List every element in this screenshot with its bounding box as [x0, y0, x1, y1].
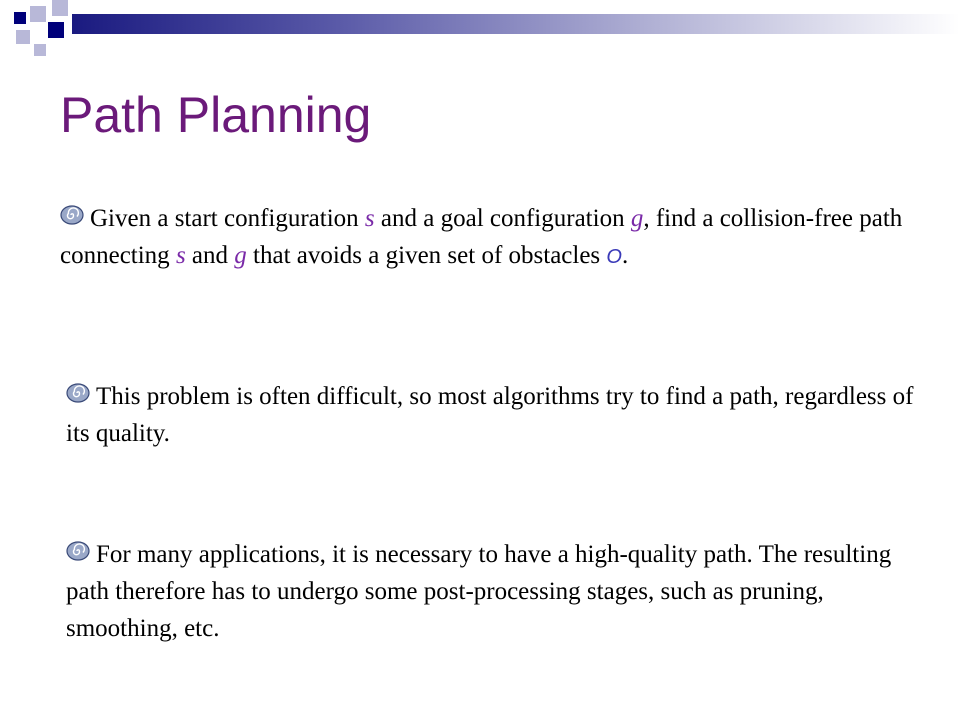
bullet-text: , find a collision-free path connecting — [60, 205, 903, 269]
swirl-bullet-icon — [66, 541, 90, 561]
variable-g: g — [630, 205, 644, 232]
variable-o: O — [606, 246, 622, 268]
bullet-text: For many applications, it is necessary to have a high-quality path. The resulting path therefore has to undergo some post-processing stages, such as pruning, smoothing, etc. — [66, 541, 892, 642]
variable-g: g — [234, 242, 247, 269]
corner-square-light — [52, 0, 68, 16]
corner-square-light — [30, 6, 46, 22]
slide-title: Path Planning — [60, 87, 372, 143]
bullet-text: and — [185, 242, 235, 269]
variable-s: s — [364, 205, 375, 232]
bullet-text: and a goal configuration — [374, 205, 631, 232]
bullet-item — [66, 536, 926, 647]
bullet-text: This problem is often difficult, so most algorithms try to find a path, regardless of its quality. — [66, 383, 914, 447]
corner-square-navy — [14, 12, 26, 24]
corner-square-light — [16, 30, 30, 44]
swirl-bullet-icon — [66, 383, 90, 403]
bullet-text: that avoids a given set of obstacles — [246, 242, 607, 269]
bullet-text: Given a start configuration — [90, 205, 365, 232]
corner-square-light — [34, 44, 46, 56]
corner-square-navy — [48, 22, 64, 38]
variable-s: s — [175, 242, 186, 269]
bullet-text: . — [621, 242, 629, 269]
swirl-bullet-icon — [60, 205, 84, 225]
bullet-item — [60, 200, 920, 276]
bullet-item — [66, 378, 926, 452]
header-gradient-bar — [72, 14, 960, 34]
